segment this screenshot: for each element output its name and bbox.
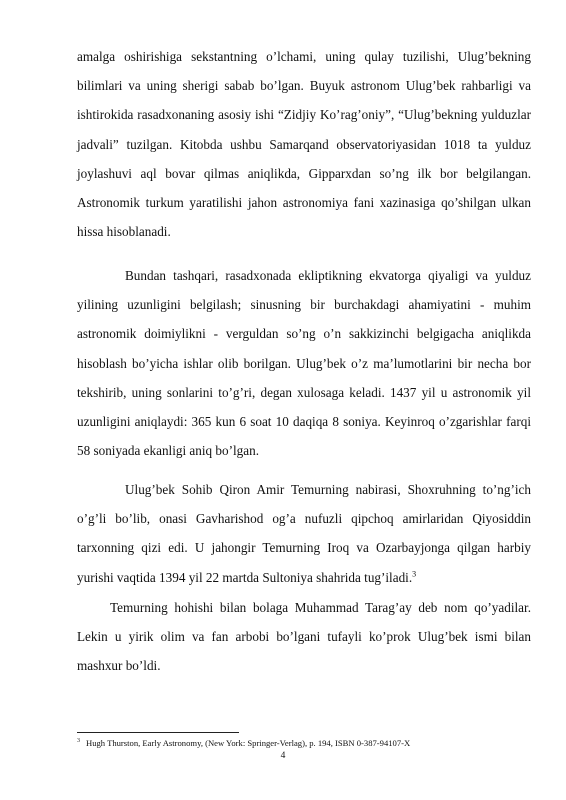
paragraph-2 <box>77 261 531 465</box>
paragraph-3-text: Ulug’bek Sohib Qiron Amir Temurning nabirasi, Shoxruhning to’ng’ich o’g’li bo’lib, onasi Gavharishod og’a nufuzli qipchoq amirlaridan Qiyosiddin tarxonning qizi edi. U jahongir Temurning Iroq va Ozarbayjonga qilgan harbiy yurishi vaqtida 1394 yil 22 martda Sultoniya shahrida tug’iladi. <box>77 482 531 585</box>
footnote-separator <box>77 732 239 733</box>
footnote-text: Hugh Thurston, Early Astronomy, (New York: Springer-Verlag), p. 194, ISBN 0-387-94107-X <box>86 738 411 748</box>
paragraph-4 <box>77 593 531 681</box>
paragraph-1-text: amalga oshirishiga sekstantning o’lchami, uning qulay tuzilishi, Ulug’bekning bilimlari va uning sherigi sabab bo’lgan. Buyuk astronom Ulug’bek rahbarligi va ishtirokida rasadxonaning asosiy ishi “Zidjiy Ko’rag’oniy”, “Ulug’bekning yulduzlar jadvali” tuzilgan. Kitobda ushbu Samarqand observatoriyasidan 1018 ta yulduz joylashuvi aql bovar qilmas aniqlikda, Gipparxdan so’ng ilk bor belgilangan. Astronomik turkum yaratilishi jahon astronomiya fani xazinasiga qo’shilgan ulkan hissa hisoblanadi. <box>77 49 531 240</box>
footnote-mark: 3 <box>77 738 80 745</box>
page-number: 4 <box>280 751 286 761</box>
footnote <box>77 738 531 749</box>
paragraph-2-text: Bundan tashqari, rasadxonada ekliptikning ekvatorga qiyaligi va yulduz yilining uzunligini belgilash; sinusning bir burchakdagi ahamiyatini - muhim astronomik doimiylikni - verguldan so’ng o’n sakkizinchi belgigacha aniqlikda hisoblash bo’yicha ishlar olib borilgan. Ulug’bek o’z ma’lumotlarini bir necha bor tekshirib, uning sonlarini to’g’ri, degan xulosaga keladi. 1437 yil u astronomik yil uzunligini aniqlaydi: 365 kun 6 soat 10 daqiqa 8 soniya. Keyinroq o’zgarishlar farqi 58 soniyada ekanligi aniq bo’lgan. <box>77 268 531 459</box>
paragraph-1 <box>77 42 531 246</box>
footnote-reference[interactable]: 3 <box>412 569 417 579</box>
paragraph-4-text: Temurning hohishi bilan bolaga Muhammad Tarag’ay deb nom qo’yadilar. Lekin u yirik olim va fan arbobi bo’lgani tufayli ko’prok Ulug’bek ismi bilan mashxur bo’ldi. <box>77 600 531 674</box>
paragraph-3 <box>77 475 531 592</box>
